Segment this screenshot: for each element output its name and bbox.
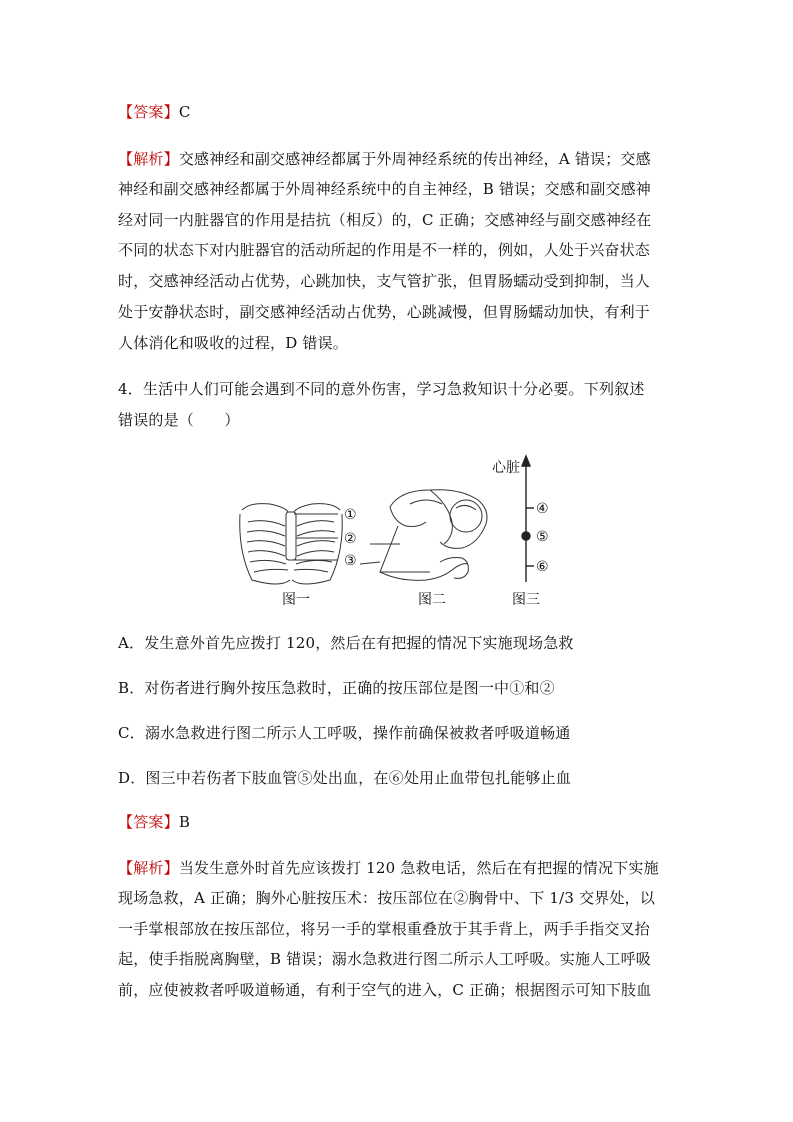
analysis-1-tag: 【解析】 xyxy=(118,150,179,168)
analysis-2-line-3: 一手掌根部放在按压部位，将另一手的掌根重叠放于其手背上，两手手指交叉抬 xyxy=(118,920,651,938)
analysis-1-line-5: 时，交感神经活动占优势，心跳加快，支气管扩张，但胃肠蠕动受到抑制，当人 xyxy=(118,272,651,290)
caption-figure-2: 图二 xyxy=(418,592,446,608)
analysis-2-tag: 【解析】 xyxy=(118,859,179,877)
vessel-figure xyxy=(522,456,534,582)
question-figure xyxy=(230,452,560,612)
marker-3: ③ xyxy=(344,553,357,569)
option-d: D．图三中若伤者下肢血管⑤处出血，在⑥处用止血带包扎能够止血 xyxy=(118,769,572,787)
analysis-1-line-2: 神经和副交感神经都属于外周神经系统中的自主神经，B 错误；交感和副交感神 xyxy=(118,180,651,198)
ribcage-figure xyxy=(240,504,343,584)
answer-2-tag: 【答案】 xyxy=(118,813,179,831)
answer-1-tag: 【答案】 xyxy=(118,103,179,121)
analysis-1-line-3: 经对同一内脏器官的作用是拮抗（相反）的，C 正确；交感神经与副交感神经在 xyxy=(118,211,652,229)
caption-figure-3: 图三 xyxy=(512,592,540,608)
answer-2-value: B xyxy=(178,813,191,831)
answer-1-value: C xyxy=(178,103,191,121)
analysis-1-line-4: 不同的状态下对内脏器官的活动所起的作用是不一样的，例如，人处于兴奋状态 xyxy=(118,241,651,259)
answer-2 xyxy=(118,812,190,832)
option-a: A．发生意外首先应拨打 120，然后在有把握的情况下实施现场急救 xyxy=(118,634,574,652)
heart-label: 心脏 xyxy=(492,460,520,476)
marker-2: ② xyxy=(344,531,357,547)
analysis-2-line-5: 前，应使被救者呼吸道畅通，有利于空气的进入，C 正确；根据图示可知下肢血 xyxy=(118,981,652,999)
vessel-marker-6: ⑥ xyxy=(536,559,549,575)
caption-figure-1: 图一 xyxy=(282,592,310,608)
marker-1: ① xyxy=(344,507,357,523)
analysis-1-line-1: 【解析】交感神经和副交感神经都属于外周神经系统的传出神经，A 错误；交感 xyxy=(118,150,651,168)
vessel-marker-5: ⑤ xyxy=(536,529,549,545)
analysis-2-line-1: 【解析】当发生意外时首先应该拨打 120 急救电话，然后在有把握的情况下实施 xyxy=(118,859,659,877)
vessel-marker-4: ④ xyxy=(536,501,549,517)
rescue-breathing-figure xyxy=(360,490,487,581)
analysis-2-line-4: 起，使手指脱离胸壁，B 错误；溺水急救进行图二所示人工呼吸。实施人工呼吸 xyxy=(118,950,651,968)
question-4-line-2: 错误的是（ ） xyxy=(118,411,240,429)
analysis-1-line-7: 人体消化和吸收的过程，D 错误。 xyxy=(118,334,348,352)
option-c: C．溺水急救进行图二所示人工呼吸，操作前确保被救者呼吸道畅通 xyxy=(118,724,571,742)
analysis-1-line-6: 处于安静状态时，副交感神经活动占优势，心跳减慢，但胃肠蠕动加快，有利于 xyxy=(118,303,651,321)
option-b: B．对伤者进行胸外按压急救时，正确的按压部位是图一中①和② xyxy=(118,679,555,697)
answer-1 xyxy=(118,102,191,122)
question-4-line-1: 4．生活中人们可能会遇到不同的意外伤害，学习急救知识十分必要。下列叙述 xyxy=(118,380,645,398)
analysis-2-line-2: 现场急救，A 正确；胸外心脏按压术：按压部位在②胸骨中、下 1/3 交界处，以 xyxy=(118,889,656,907)
